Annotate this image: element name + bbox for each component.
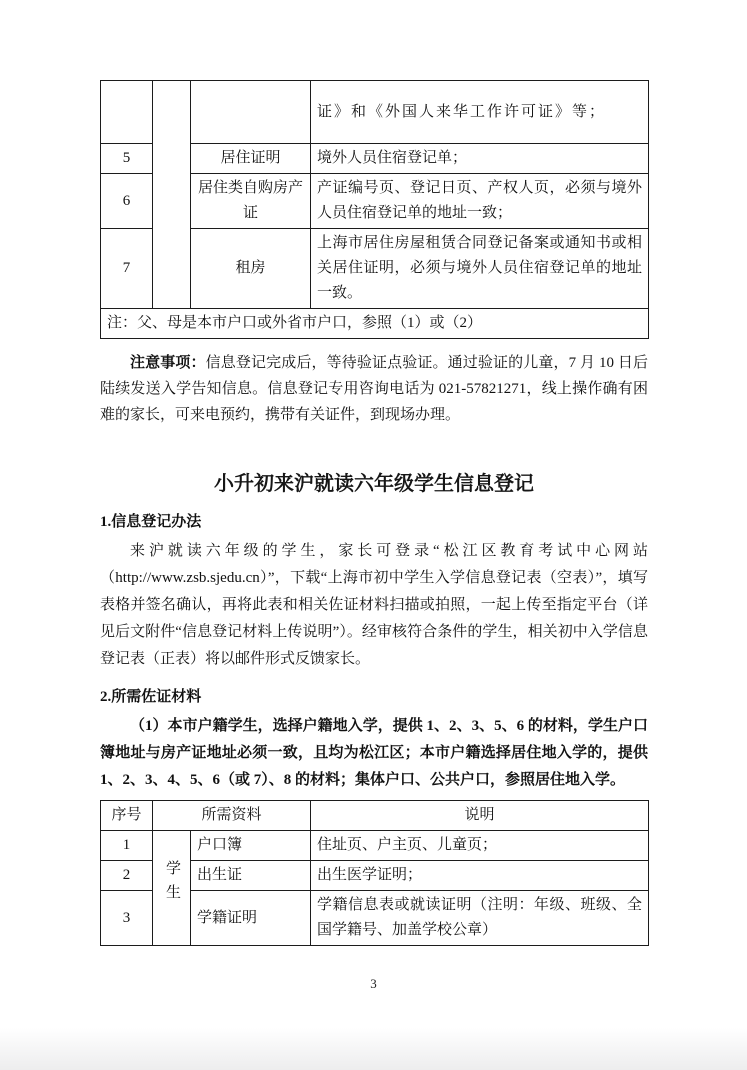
table-cell-desc: 境外人员住宿登记单； [311, 144, 649, 174]
table-cell-continuation-desc: 证》和《外国人来华工作许可证》等； [311, 81, 649, 144]
table-cell-group-student [153, 831, 191, 946]
table-note-row [101, 309, 649, 339]
header-no: 序号 [101, 801, 153, 831]
page-number: 3 [370, 976, 377, 991]
table-cell-item: 租房 [191, 229, 311, 309]
header-desc: 说明 [311, 801, 649, 831]
table-cell-item: 居住类自购房产证 [191, 174, 311, 229]
table-cell-desc: 上海市居住房屋租赁合同登记备案或通知书或相关居住证明，必须与境外人员住宿登记单的地址一致。 [311, 229, 649, 309]
notice-label: 注意事项： [130, 355, 206, 371]
residence-materials-table [100, 80, 649, 339]
table-cell-no: 3 [101, 891, 153, 946]
table-cell-no: 2 [101, 861, 153, 891]
table-cell-item: 户口簿 [191, 831, 311, 861]
table-cell-empty-item [191, 81, 311, 144]
table-cell-item: 出生证 [191, 861, 311, 891]
table-cell-desc: 产证编号页、登记日页、产权人页，必须与境外人员住宿登记单的地址一致； [311, 174, 649, 229]
table-cell-desc: 学籍信息表或就读证明（注明：年级、班级、全国学籍号、加盖学校公章） [311, 891, 649, 946]
table-cell-desc: 出生医学证明； [311, 861, 649, 891]
header-material: 所需资料 [153, 801, 311, 831]
group-label-vertical: 学生 [164, 859, 180, 908]
notice-text: 信息登记完成后，等待验证点验证。通过验证的儿童，7 月 10 日后陆续发送入学告知信息。信息登记专用咨询电话为 021-57821271，线上操作确有困难的家长，可来电预约，携带有关证件，到现场办理。 [100, 355, 648, 423]
table-row [101, 831, 649, 861]
table-cell-empty-no [101, 81, 153, 144]
heading-required-materials: 2.所需佐证材料 [100, 689, 202, 705]
document-content [100, 0, 648, 946]
table-cell-item: 居住证明 [191, 144, 311, 174]
student-materials-table [100, 800, 649, 946]
table-cell-no: 7 [101, 229, 153, 309]
paragraph-required-materials: （1）本市户籍学生，选择户籍地入学，提供 1、2、3、5、6 的材料，学生户口簿地址与房产证地址必须一致，且均为松江区；本市户籍选择居住地入学的，提供 1、2、3、4、5、6（或 7）、8 的材料；集体户口、公共户口，参照居住地入学。 [100, 718, 648, 788]
table-cell-no: 5 [101, 144, 153, 174]
page-title: 小升初来沪就读六年级学生信息登记 [214, 473, 534, 495]
table-row [101, 81, 649, 144]
table-note-cell: 注：父、母是本市户口或外省市户口，参照（1）或（2） [101, 309, 649, 339]
notice-paragraph [100, 350, 648, 428]
table-cell-no: 6 [101, 174, 153, 229]
table-cell-desc: 住址页、户主页、儿童页； [311, 831, 649, 861]
table-cell-merged-group [153, 81, 191, 309]
table-cell-no: 1 [101, 831, 153, 861]
table-cell-item: 学籍证明 [191, 891, 311, 946]
table-header-row [101, 801, 649, 831]
page-bottom-edge [0, 1028, 747, 1070]
heading-registration-method: 1.信息登记办法 [100, 514, 202, 530]
paragraph-registration-method: 来沪就读六年级的学生，家长可登录“松江区教育考试中心网站（http://www.zsb.sjedu.cn）”，下载“上海市初中学生入学信息登记表（空表）”，填写表格并签名确认，再将此表和相关佐证材料扫描或拍照，一起上传至指定平台（详见后文附件“信息登记材料上传说明”）。经审核符合条件的学生，相关初中入学信息登记表（正表）将以邮件形式反馈家长。 [100, 543, 648, 667]
